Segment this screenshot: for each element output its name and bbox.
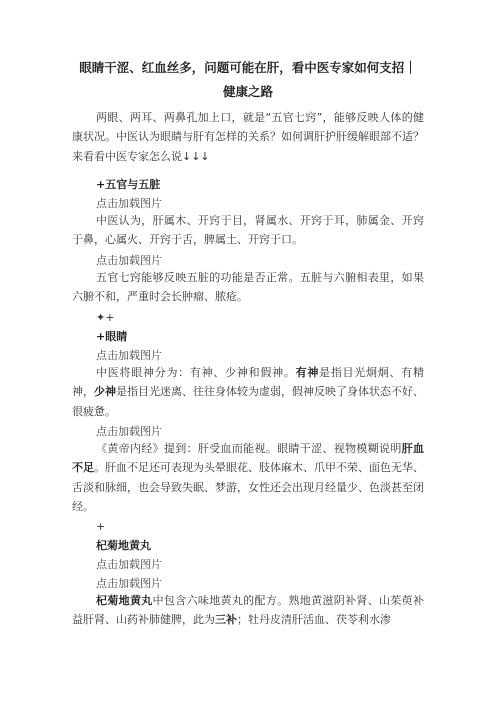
image-placeholder-2[interactable]: 点击加载图片 [96,254,162,267]
image-placeholder-4[interactable]: 点击加载图片 [96,425,162,438]
image-placeholder-3[interactable]: 点击加载图片 [96,349,162,362]
paragraph-eye-spirit [72,363,424,421]
section-heading-qiju-dihuang: 杞菊地黄丸 [96,539,151,552]
divider-mark: ✦+ [96,311,115,324]
paragraph-five-organs-function: 五官七窍能够反映五脏的功能是否正常。五脏与六腑相表里，如果六腑不和，严重时会长肿瘤、脓疮。 [72,271,424,304]
liver-blood-text-c: 。肝血不足还可表现为头晕眼花、肢体麻木、爪甲不荣、面色无华、舌淡和脉细，也会导致失眠、梦游，女性还会出现月经量少、色淡甚至闭经。 [72,461,424,513]
section-heading-facial-organs: +五官与五脏 [96,178,161,191]
eye-spirit-bold-shaoshen: 少神 [94,385,116,399]
paragraph-liver-blood [72,439,424,516]
plus-mark: + [96,520,106,533]
article-title-line1: 眼睛干涩、红血丝多，问题可能在肝，看中医专家如何支招｜ [79,60,417,75]
eye-spirit-text-c: 是指目光炯炯、有精神， [72,366,425,399]
article-title-line2: 健康之路 [222,84,273,99]
qiju-text-a: 中包含六味地黄丸的配方。熟地黄滋阴补肾、山茱萸补益肝肾、山药补肺健脾，此为 [72,594,425,627]
paragraph-qiju-dihuang [72,591,424,630]
image-placeholder-5[interactable]: 点击加载图片 [96,558,162,571]
qiju-bold-name: 杞菊地黄丸 [96,594,153,607]
liver-blood-bold: 肝血不足 [72,442,425,475]
image-placeholder-1[interactable]: 点击加载图片 [96,197,162,210]
article-title [60,56,436,104]
eye-spirit-text-a: 中医将眼神分为：有神、少神和假神。 [96,366,296,379]
section-heading-eyes: +眼睛 [96,330,128,343]
eye-spirit-bold-youshen: 有神 [295,366,320,379]
qiju-text-c: ；牡丹皮清肝活血、茯苓利水渗 [237,613,391,627]
liver-blood-text-a: 《黄帝内经》提到：肝受血而能视。眼睛干涩、视物模糊说明 [96,442,402,455]
paragraph-five-organs: 中医认为，肝属木、开窍于目，肾属水、开窍于耳，肺属金、开窍于鼻，心属火、开窍于舌，脾属土、开窍于口。 [72,214,424,247]
image-placeholder-6[interactable]: 点击加载图片 [96,577,162,590]
intro-paragraph: 两眼、两耳、两鼻孔加上口，就是“五官七窍”，能够反映人体的健康状况。中医认为眼睛与肝有怎样的关系？如何调肝护肝缓解眼部不适？来看看中医专家怎么说↓↓↓ [72,111,424,163]
qiju-bold-sanbu: 三补 [215,613,237,627]
eye-spirit-text-d: 是指目光迷离、往往身体较为虚弱，假神反映了身体状态不好、很疲惫。 [72,385,424,418]
